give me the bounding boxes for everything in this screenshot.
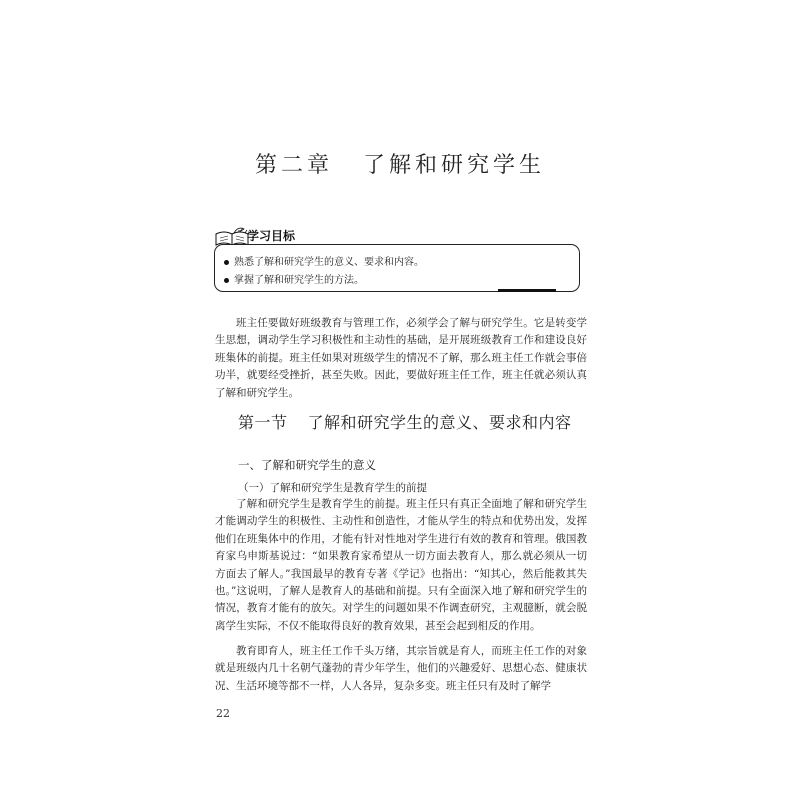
learning-goals-label: 学习目标 (247, 229, 296, 243)
subsubsection-heading: （一）了解和研究学生是教育学生的前提 (238, 482, 427, 494)
chapter-number: 第二章 (254, 153, 333, 178)
learning-goal-item: 熟悉了解和研究学生的意义、要求和内容。 (224, 253, 424, 268)
section-title: 了解和研究学生的意义、要求和内容 (307, 413, 572, 432)
learning-goal-item: 掌握了解和研究学生的方法。 (224, 271, 364, 286)
section-heading (238, 410, 572, 433)
chapter-heading (0, 148, 800, 179)
page-number: 22 (216, 707, 230, 720)
body-paragraph: 了解和研究学生是教育学生的前提。班主任只有真正全面地了解和研究学生才能调动学生的积极性、主动性和创造性，才能从学生的特点和优势出发，发挥他们在班集体中的作用，才能有针对性地对学生进行有效的教育和管理。俄国教育家乌申斯基说过：“如果教育家希望从一切方面去教育人，那么就必须从一切方面去了解人。”我国最早的教育专著《学记》也指出：“知其心，然后能救其失也。”这说明，了解人是教育人的基础和前提。只有全面深入地了解和研究学生的情况，教育才能有的放矢。对学生的问题如果不作调查研究，主观臆断，就会脱离学生实际，不仅不能取得良好的教育效果，甚至会起到相反的作用。 (215, 498, 587, 632)
body-paragraph: 教育即育人，班主任工作千头万绪，其宗旨就是育人，而班主任工作的对象就是班级内几十名朝气蓬勃的青少年学生，他们的兴趣爱好、思想心态、健康状况、生活环境等都不一样，人人各异，复杂多变。班主任只有及时了解学 (215, 645, 587, 692)
chapter-title: 了解和研究学生 (363, 153, 546, 178)
section-number: 第一节 (238, 413, 288, 432)
learning-goals-accent-bar (498, 289, 556, 292)
subsection-heading: 一、了解和研究学生的意义 (238, 458, 376, 472)
intro-paragraph: 班主任要做好班级教育与管理工作，必须学会了解与研究学生。它是转变学生思想，调动学生学习积极性和主动性的基础，是开展班级教育工作和建设良好班集体的前提。班主任如果对班级学生的情况不了解，那么班主任工作就会事倍功半，就要经受挫折，甚至失败。因此，要做好班主任工作，班主任就必须认真了解和研究学生。 (215, 317, 587, 399)
